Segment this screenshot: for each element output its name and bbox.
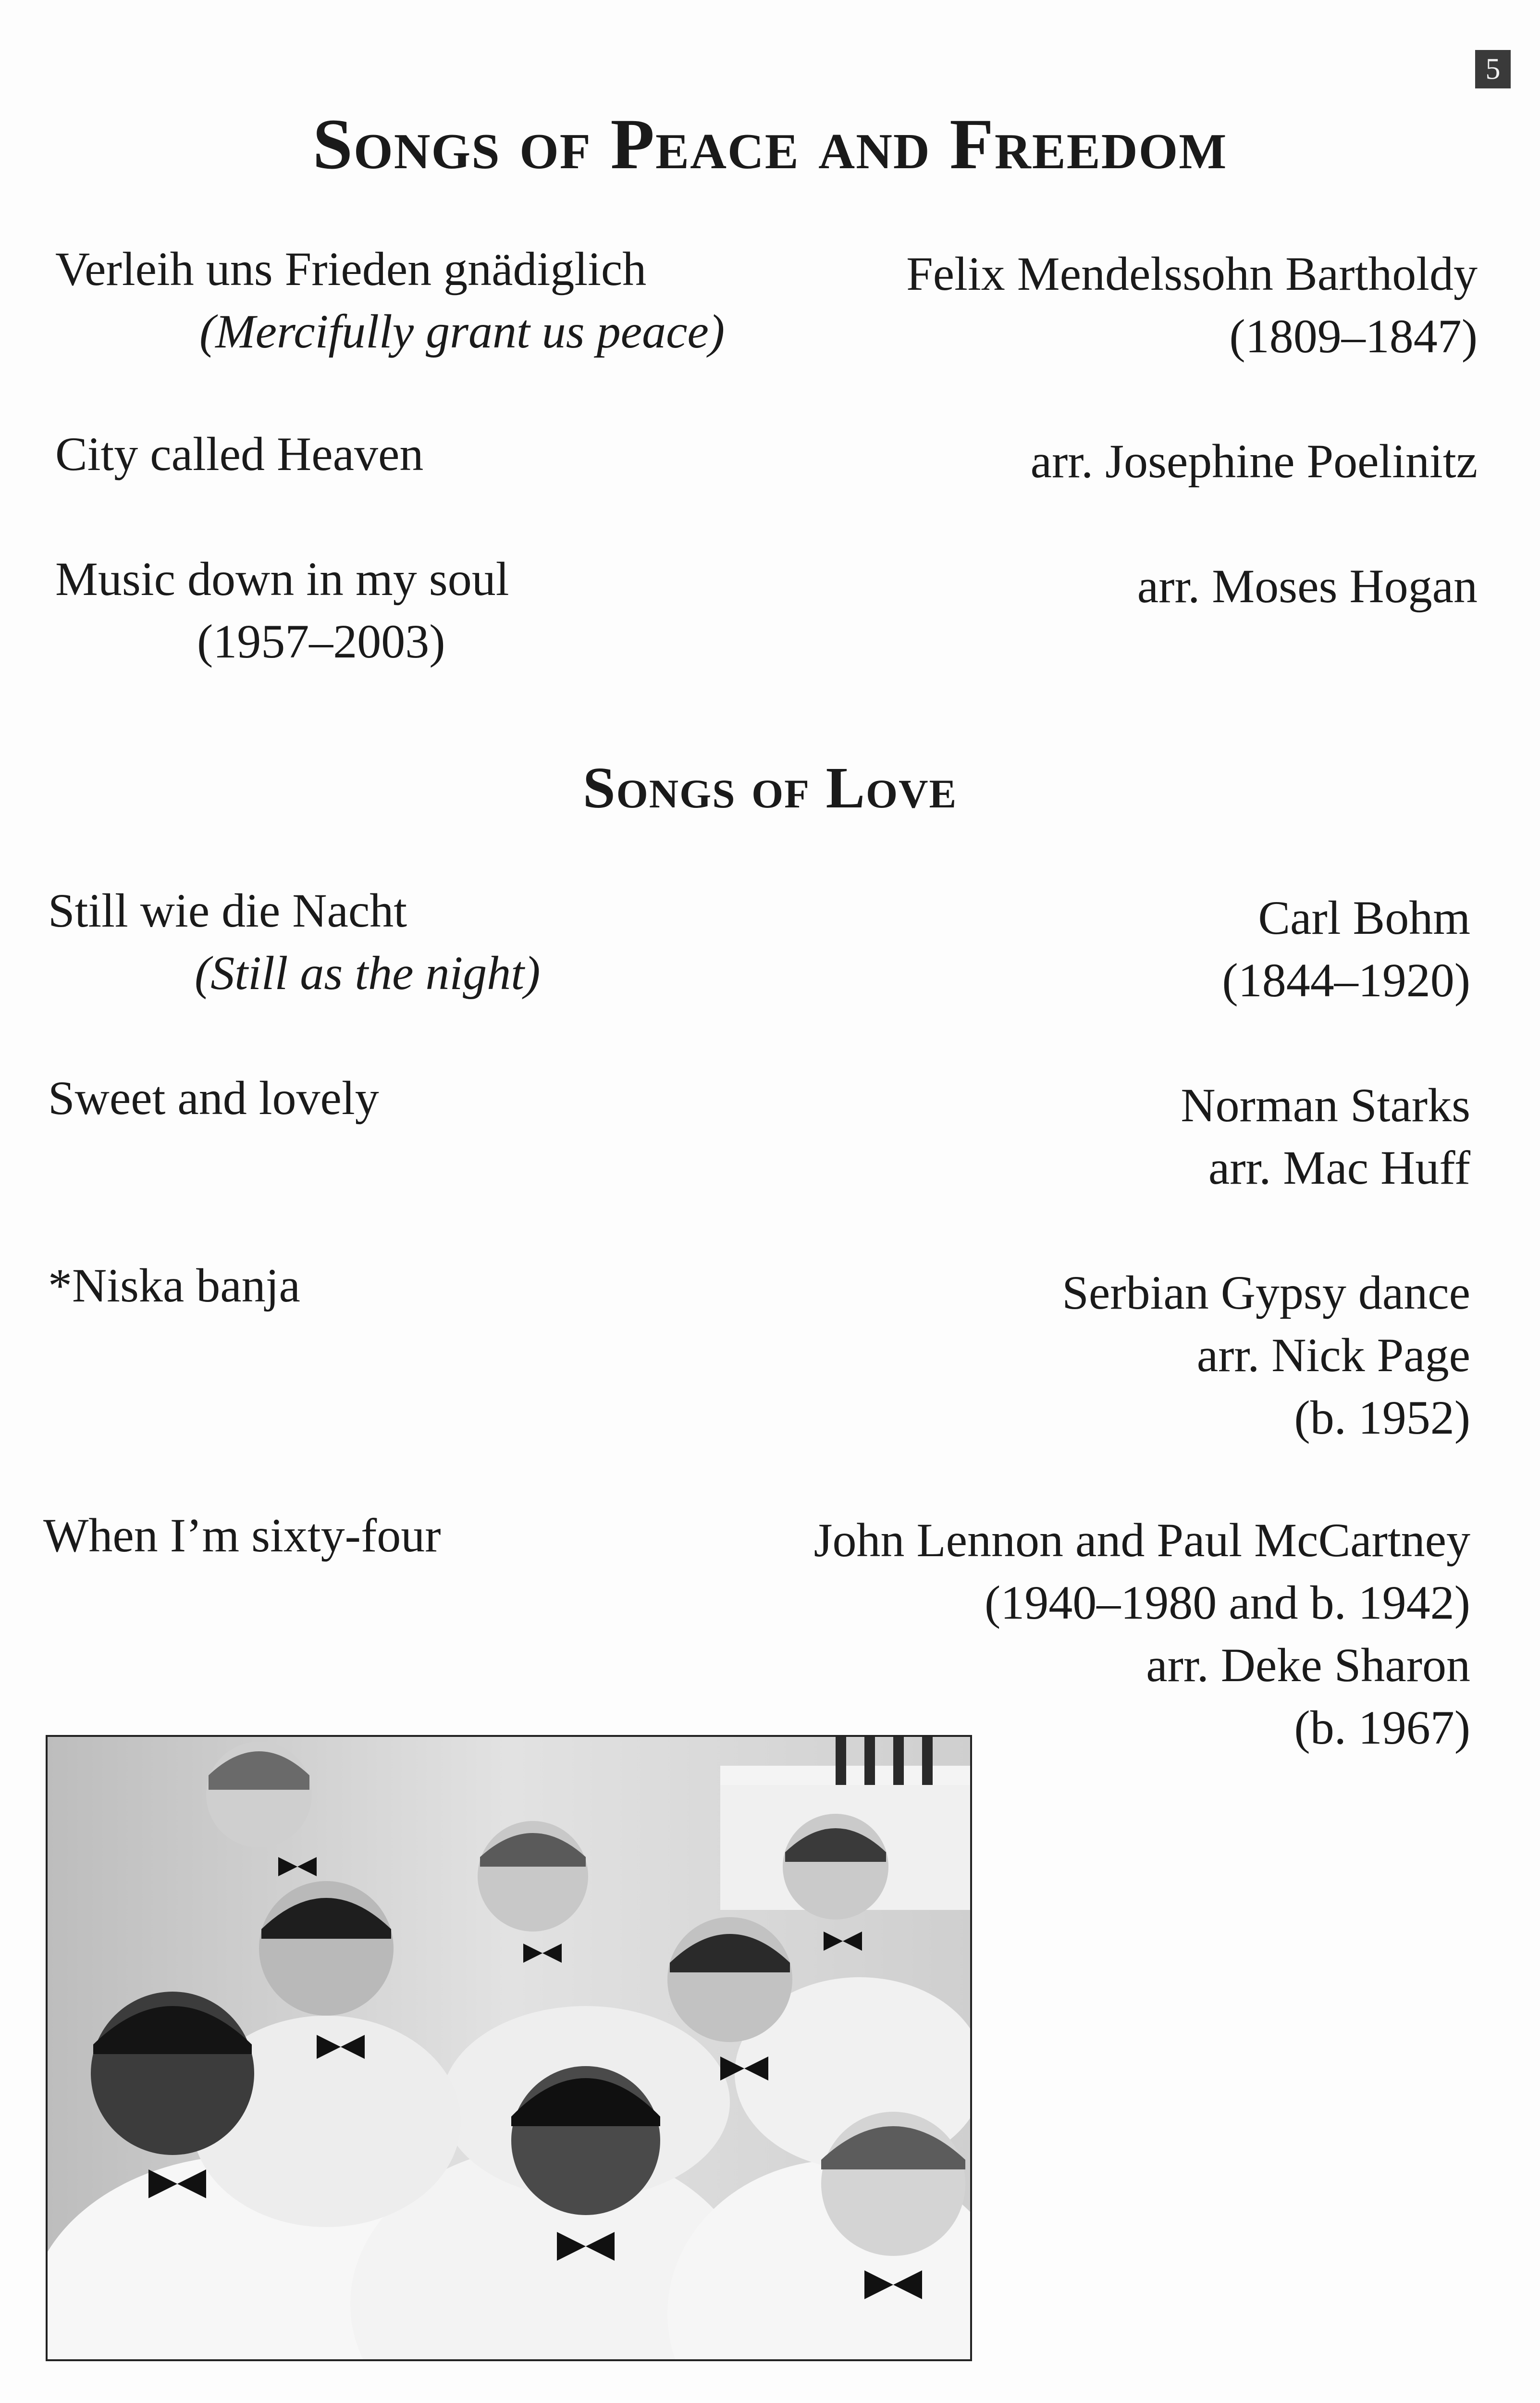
song-subline: (1957–2003)	[197, 615, 445, 668]
arranger-name: arr. Deke Sharon	[1146, 1638, 1470, 1692]
composer-credits	[1222, 887, 1470, 1012]
choir-photo	[46, 1735, 972, 2361]
choir-photo-illustration	[48, 1737, 970, 2359]
song-title: Verleih uns Frieden gnädiglich	[55, 242, 647, 296]
composer-credits	[814, 1509, 1470, 1759]
arranger-dates: (b. 1952)	[1294, 1391, 1470, 1444]
song-title: Sweet and lovely	[48, 1071, 379, 1125]
composer-credits	[1181, 1074, 1470, 1199]
arranger-name: arr. Mac Huff	[1208, 1141, 1470, 1194]
composer-credits	[906, 243, 1478, 368]
page-number: 5	[1475, 50, 1511, 88]
composer-credits	[1137, 555, 1478, 618]
song-translation: (Still as the night)	[195, 946, 541, 1000]
composer-credits	[1062, 1262, 1470, 1449]
composer-dates: (1809–1847)	[1229, 310, 1478, 363]
composer-name: Norman Starks	[1181, 1078, 1470, 1132]
composer-dates: (1844–1920)	[1222, 954, 1470, 1007]
arranger-name: arr. Moses Hogan	[1137, 559, 1478, 613]
composer-name: Carl Bohm	[1258, 891, 1470, 944]
song-title: City called Heaven	[55, 427, 424, 481]
section-heading-peace-freedom: Songs of Peace and Freedom	[312, 104, 1228, 184]
section-heading-love: Songs of Love	[582, 756, 958, 820]
song-title: *Niska banja	[48, 1259, 300, 1312]
arranger-dates: (b. 1967)	[1294, 1701, 1470, 1754]
song-title: Music down in my soul	[55, 552, 509, 606]
song-title: When I’m sixty-four	[43, 1509, 441, 1562]
arranger-name: arr. Nick Page	[1196, 1328, 1470, 1382]
composer-credits	[1031, 430, 1478, 493]
song-translation: (Mercifully grant us peace)	[199, 305, 725, 358]
song-title: Still wie die Nacht	[48, 884, 407, 937]
composer-name: Felix Mendelssohn Bartholdy	[906, 247, 1478, 300]
composer-name: Serbian Gypsy dance	[1062, 1266, 1470, 1319]
composer-name: John Lennon and Paul McCartney	[813, 1513, 1470, 1567]
composer-dates: (1940–1980 and b. 1942)	[985, 1576, 1470, 1629]
arranger-name: arr. Josephine Poelinitz	[1030, 434, 1478, 488]
